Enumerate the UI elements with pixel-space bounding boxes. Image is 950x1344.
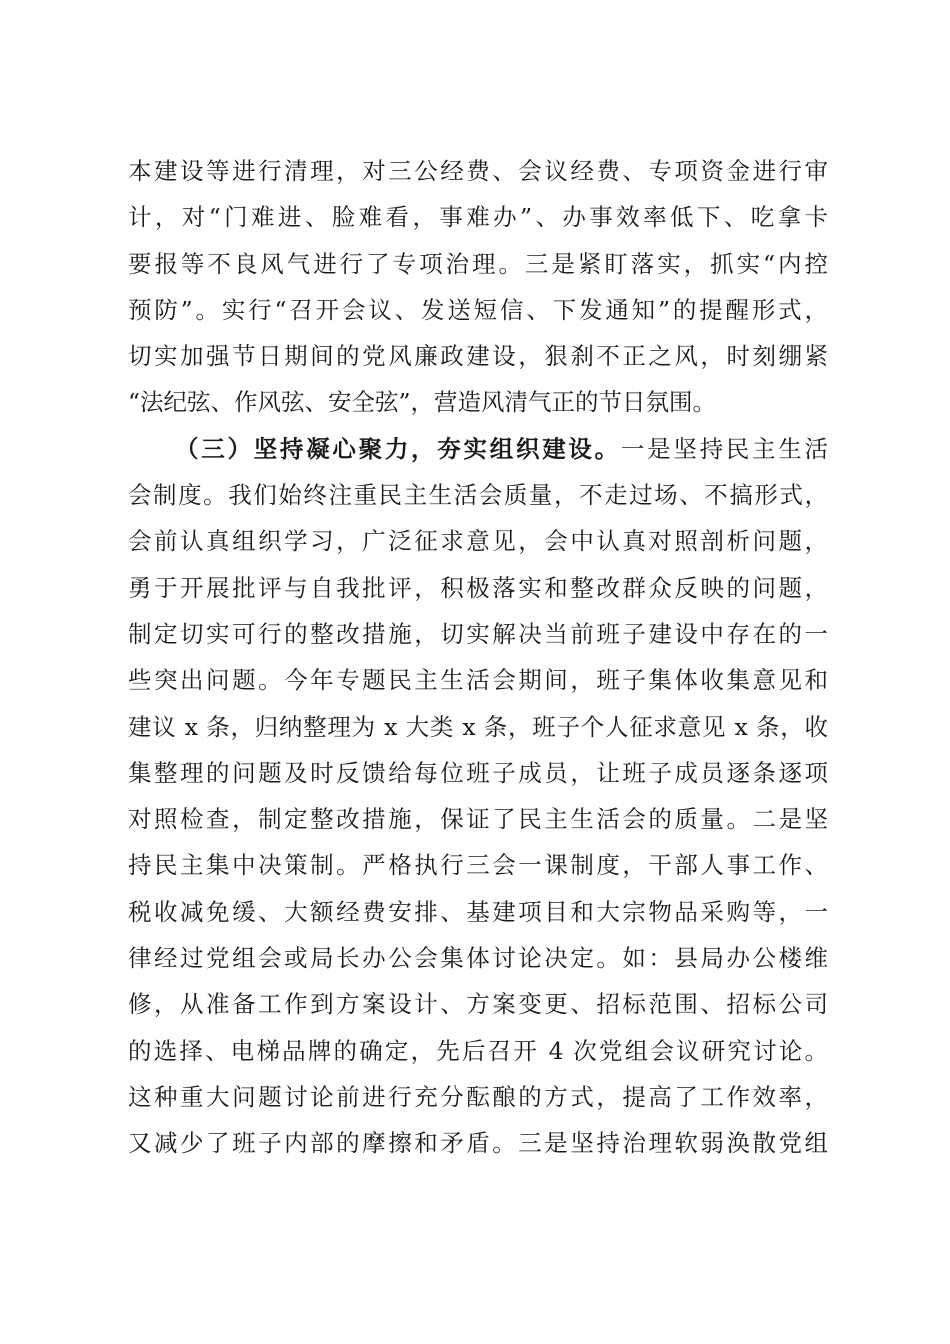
paragraph-line: 计，对“门难进、脸难看，事难办”、办事效率低下、吃拿卡 — [128, 203, 828, 232]
paragraph-line: 本建设等进行清理，对三公经费、会议经费、专项资金进行审 — [128, 157, 828, 185]
paragraph-line: 的选择、电梯品牌的确定，先后召开 4 次党组会议研究讨论。 — [128, 1036, 828, 1065]
paragraph-line: 对照检查，制定整改措施，保证了民主生活会的质量。二是坚 — [128, 805, 828, 834]
paragraph-line: 切实加强节日期间的党风廉政建设，狠刹不正之风，时刻绷紧 — [128, 342, 828, 371]
paragraph-line: 会制度。我们始终注重民主生活会质量，不走过场、不搞形式， — [128, 481, 828, 510]
paragraph-line: 集整理的问题及时反馈给每位班子成员，让班子成员逐条逐项 — [128, 758, 828, 787]
paragraph-line: 些突出问题。今年专题民主生活会期间，班子集体收集意见和 — [128, 666, 828, 695]
section-heading: （三）坚持凝心聚力，夯实组织建设。 — [175, 434, 621, 463]
paragraph-line: 修，从准备工作到方案设计、方案变更、招标范围、招标公司 — [128, 990, 828, 1019]
paragraph-line: 制定切实可行的整改措施，切实解决当前班子建设中存在的一 — [128, 619, 828, 648]
paragraph-line: 勇于开展批评与自我批评，积极落实和整改群众反映的问题， — [128, 573, 828, 602]
paragraph-line: 律经过党组会或局长办公会集体讨论决定。如：县局办公楼维 — [128, 944, 828, 973]
paragraph-line: 会前认真组织学习，广泛征求意见，会中认真对照剖析问题， — [128, 527, 828, 556]
body-text — [128, 148, 828, 1167]
paragraph-line: “法纪弦、作风弦、安全弦”，营造风清气正的节日氛围。 — [128, 388, 717, 417]
paragraph-line: 要报等不良风气进行了专项治理。三是紧盯落实，抓实“内控 — [128, 249, 828, 278]
section-heading-line — [128, 426, 828, 472]
section-heading-continuation: 一是坚持民主生活 — [620, 434, 829, 463]
paragraph-line: 又减少了班子内部的摩擦和矛盾。三是坚持治理软弱涣散党组 — [128, 1129, 828, 1158]
paragraph-line: 预防”。实行“召开会议、发送短信、下发通知”的提醒形式， — [128, 295, 828, 324]
paragraph-line: 这种重大问题讨论前进行充分酝酿的方式，提高了工作效率， — [128, 1082, 828, 1111]
paragraph-line: 建议 x 条，归纳整理为 x 大类 x 条，班子个人征求意见 x 条，收 — [128, 712, 828, 741]
paragraph-line: 持民主集中决策制。严格执行三会一课制度，干部人事工作、 — [128, 851, 828, 880]
paragraph-line: 税收减免缓、大额经费安排、基建项目和大宗物品采购等，一 — [128, 897, 828, 926]
